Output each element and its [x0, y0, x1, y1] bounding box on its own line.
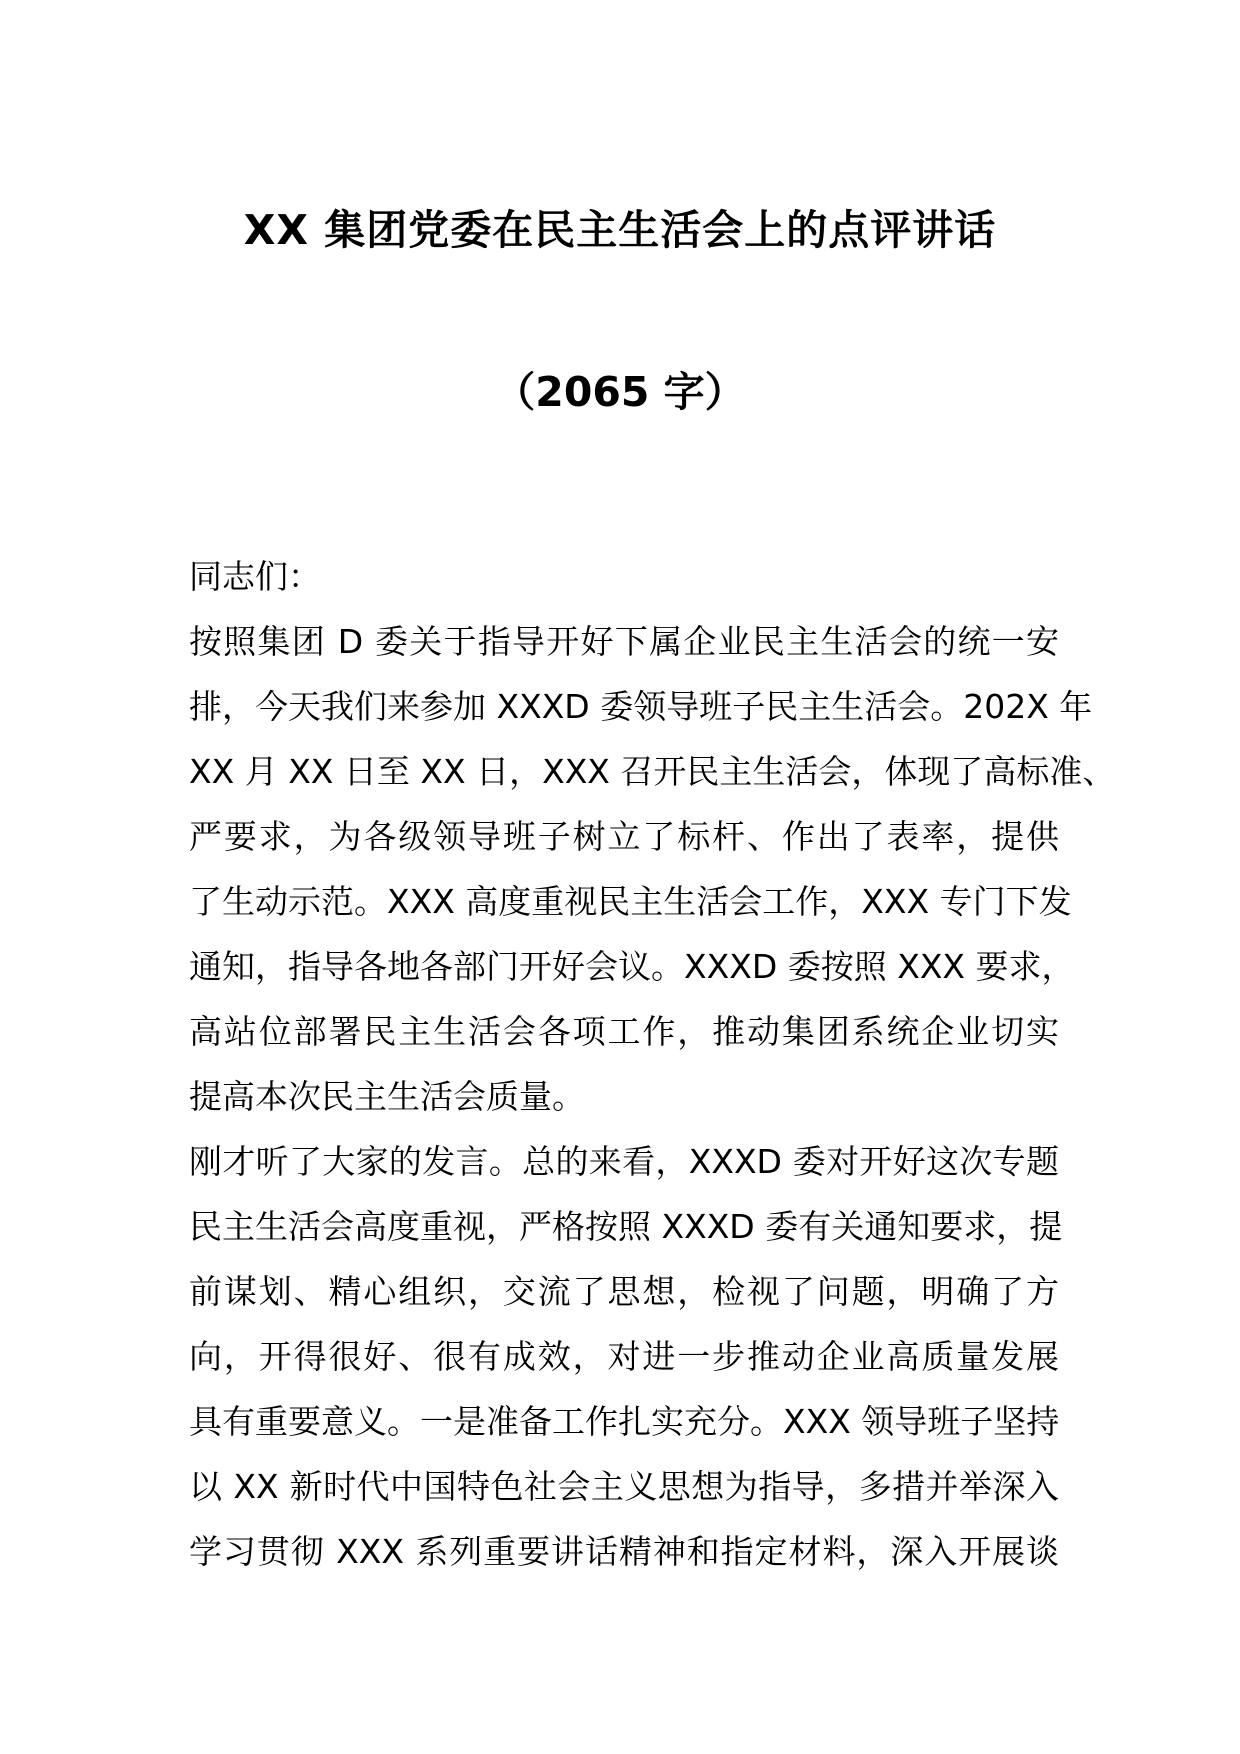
paragraph2-line: 刚才听了大家的发言。总的来看，XXXD 委对开好这次专题	[189, 1142, 1059, 1181]
paragraph1-line: 排，今天我们来参加 XXXD 委领导班子民主生活会。202X 年	[189, 687, 1093, 726]
paragraph1-line: 通知，指导各地各部门开好会议。XXXD 委按照 XXX 要求，	[189, 947, 1075, 986]
paragraph2-line: 民主生活会高度重视，严格按照 XXXD 委有关通知要求，提	[189, 1207, 1063, 1246]
document-body	[189, 544, 1116, 1584]
document-subtitle: （2065 字）	[494, 368, 746, 416]
paragraph1-line: 严要求，为各级领导班子树立了标杆、作出了表率，提供	[189, 817, 1059, 856]
paragraph1-line: 高站位部署民主生活会各项工作，推动集团系统企业切实	[189, 1012, 1059, 1051]
paragraph2-line: 具有重要意义。一是准备工作扎实充分。XXX 领导班子坚持	[189, 1402, 1060, 1441]
paragraph2-line: 向，开得很好、很有成效，对进一步推动企业高质量发展	[189, 1337, 1059, 1376]
paragraph2-line: 前谋划、精心组织，交流了思想，检视了问题，明确了方	[189, 1272, 1059, 1311]
paragraph1-line: XX 月 XX 日至 XX 日，XXX 召开民主生活会，体现了高标准、	[189, 752, 1116, 791]
paragraph2-line: 以 XX 新时代中国特色社会主义思想为指导，多措并举深入	[189, 1467, 1059, 1506]
paragraph1-line: 了生动示范。XXX 高度重视民主生活会工作，XXX 专门下发	[189, 882, 1072, 921]
document-title: XX 集团党委在民主生活会上的点评讲话	[243, 206, 997, 254]
paragraph2-line: 学习贯彻 XXX 系列重要讲话精神和指定材料，深入开展谈	[189, 1532, 1059, 1571]
paragraph1-line: 按照集团 D 委关于指导开好下属企业民主生活会的统一安	[189, 622, 1059, 661]
salutation: 同志们：	[189, 557, 321, 596]
paragraph1-line: 提高本次民主生活会质量。	[189, 1077, 585, 1116]
